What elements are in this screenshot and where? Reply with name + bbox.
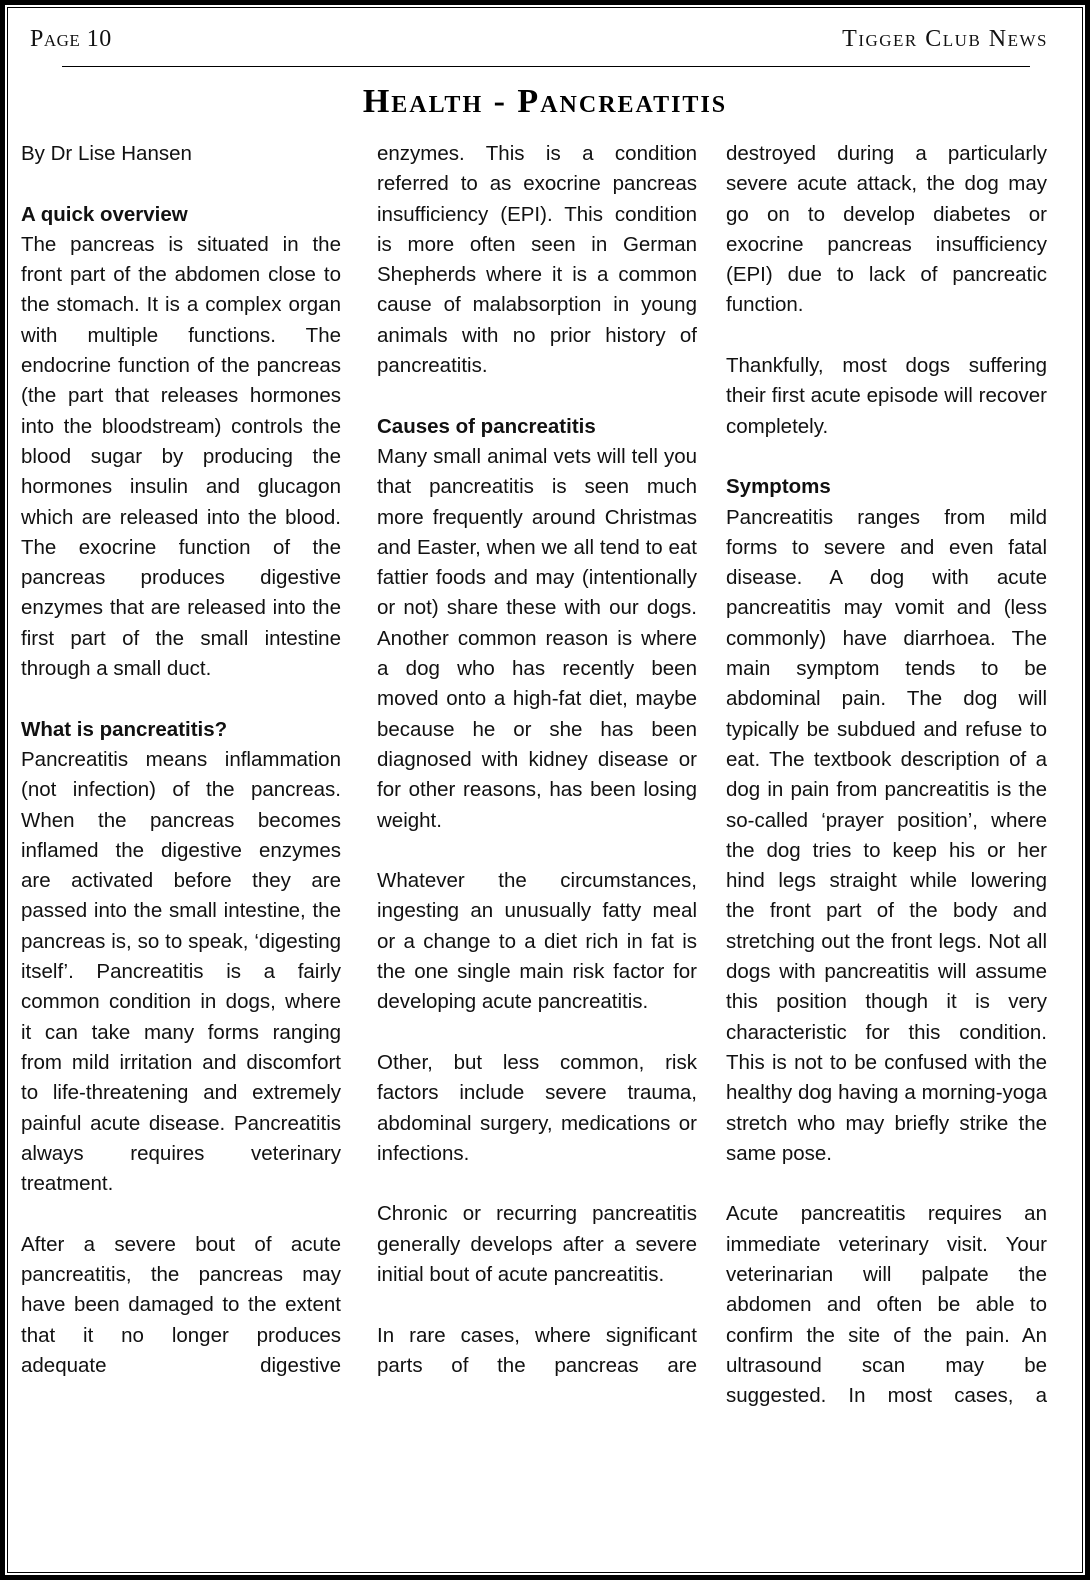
paragraph: The pancreas is situated in the front part of the abdomen close to the stomach. It is a complex organ with multiple functions. The endocrine function of the pancreas (the part that releases hormones into the bloodstream) controls the blood sugar by producing the hormones insulin and glucagon which are released into the blood. The exocrine function of the pancreas produces digestive enzymes that are released into the first part of the small intestine through a small duct. (21, 232, 341, 681)
section-heading-what-is: What is pancreatitis? (21, 717, 228, 741)
paragraph-continuation: enzymes. This is a condition referred to as exocrine pancreas insufficiency (EPI). This condition is more often seen in German Shepherds where it is a common cause of malabsorption in young animals with no prior history of pancreatitis. (377, 142, 697, 378)
section-heading-symptoms: Symptoms (726, 475, 831, 499)
paragraph: Pancreatitis means inflammation (not infection) of the pancreas. When the pancreas becomes inflamed the digestive enzymes are activated before they are passed into the small intestine, the pancreas is, so to speak, ‘digesting itself’. Pancreatitis is a fairly common condition in dogs, where it can take many forms ranging from mild irritation and discomfort to life-threatening and extremely painful acute disease. Pancreatitis always requires veterinary treatment. (21, 747, 341, 1196)
header-rule (62, 66, 1030, 67)
paragraph-continued: In rare cases, where significant parts of the pancreas are (377, 1323, 697, 1377)
column-2 (377, 139, 697, 1381)
paragraph-continuation: destroyed during a particularly severe acute attack, the dog may go on to develop diabetes or exocrine pancreas insufficiency (EPI) due to lack of pancreatic function. (726, 142, 1047, 317)
paragraph: Pancreatitis ranges from mild forms to severe and even fatal disease. A dog with acute pancreatitis may vomit and (less commonly) have diarrhoea. The main symptom tends to be abdominal pain. The dog will typically be subdued and refuse to eat. The textbook description of a dog in pain from pancreatitis is the so-called ‘prayer position’, where the dog tries to keep his or her hind legs straight while lowering the front part of the body and stretching out the front legs. Not all dogs with pancreatitis will assume this position though it is very characteristic for this condition. This is not to be confused with the healthy dog having a morning-yoga stretch who may briefly strike the same pose. (726, 505, 1047, 1165)
paragraph: Other, but less common, risk factors include severe trauma, abdominal surgery, medications or infections. (377, 1050, 697, 1165)
paragraph-continued: After a severe bout of acute pancreatitis, the pancreas may have been damaged to the extent that it no longer produces adequate digestive (21, 1232, 341, 1377)
page-number: Page 10 (30, 26, 112, 52)
paragraph-continued: Acute pancreatitis requires an immediate veterinary visit. Your veterinarian will palpate the abdomen and often be able to confirm the site of the pain. An ultrasound scan may be suggested. In most cases, a (726, 1202, 1047, 1408)
paragraph: Chronic or recurring pancreatitis generally develops after a severe initial bout of acute pancreatitis. (377, 1202, 697, 1286)
article-title: Health - Pancreatitis (362, 83, 728, 120)
paragraph: Thankfully, most dogs suffering their first acute episode will recover completely. (726, 354, 1047, 438)
section-heading-overview: A quick overview (21, 202, 188, 226)
column-1 (21, 139, 341, 1381)
section-heading-causes: Causes of pancreatitis (377, 414, 596, 438)
paragraph: Whatever the circumstances, ingesting an unusually fatty meal or a change to a diet rich in fat is the one single main risk factor for developing acute pancreatitis. (377, 869, 697, 1014)
paragraph: Many small animal vets will tell you that pancreatitis is seen much more frequently around Christmas and Easter, when we all tend to eat fattier foods and may (intentionally or not) share these with our dogs. Another common reason is where a dog who has recently been moved onto a high-fat diet, maybe because he or she has been diagnosed with kidney disease or for other reasons, has been losing weight. (377, 444, 697, 832)
byline: By Dr Lise Hansen (21, 142, 192, 165)
column-3 (726, 139, 1047, 1411)
publication-name: Tigger Club News (842, 26, 1048, 52)
